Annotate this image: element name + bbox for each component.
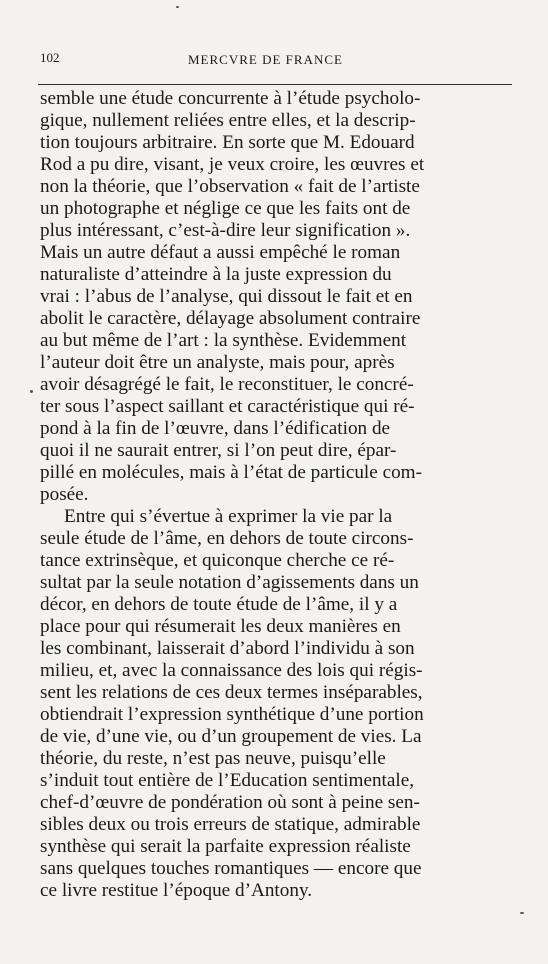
text-line: ter sous l’aspect saillant et caractéristique qui ré- [40, 396, 415, 417]
text-line: sultat par la seule notation d’agissements dans un [40, 572, 419, 593]
text-line: tion toujours arbitraire. En sorte que M. Edouard [40, 132, 415, 153]
text-line: théorie, du reste, n’est pas neuve, puisqu’elle [40, 748, 386, 769]
text-line: s’induit tout entière de l’Education sentimentale, [40, 770, 415, 791]
text-line: obtiendrait l’expression synthétique d’une portion [40, 704, 424, 725]
text-line: pillé en molécules, mais à l’état de particule com- [40, 462, 422, 483]
text-line: l’auteur doit être un analyste, mais pour, après [40, 352, 395, 373]
text-line: non la théorie, que l’observation « fait de l’artiste [40, 176, 420, 197]
page-number: 102 [40, 50, 60, 65]
header-rule [38, 84, 512, 85]
text-line: semble une étude concurrente à l’étude psycholo- [40, 88, 421, 109]
text-line: seule étude de l’âme, en dehors de toute circons- [40, 528, 414, 549]
text-line: de vie, d’une vie, ou d’un groupement de vies. La [40, 726, 422, 747]
text-line: abolit le caractère, délayage absolument contraire [40, 308, 421, 329]
text-line: Mais un autre défaut a aussi empêché le roman [40, 242, 401, 263]
ink-speck [520, 912, 524, 914]
text-line: synthèse qui serait la parfaite expression réaliste [40, 836, 411, 857]
text-line: au but même de l’art : la synthèse. Evidemment [40, 330, 407, 351]
text-line: tance extrinsèque, et quiconque cherche ce ré- [40, 550, 395, 571]
text-line: pond à la fin de l’œuvre, dans l’édification de [40, 418, 391, 439]
text-line: chef-d’œuvre de pondération où sont à peine sen- [40, 792, 420, 813]
text-line: gique, nullement reliées entre elles, et la descrip- [40, 110, 416, 131]
text-line: sans quelques touches romantiques — encore que [40, 858, 422, 879]
text-line: sibles deux ou trois erreurs de statique, admirable [40, 814, 421, 835]
paragraph-2 [40, 506, 500, 902]
ink-speck [176, 6, 179, 8]
text-line: un photographe et néglige ce que les faits ont de [40, 198, 411, 219]
text-line: sent les relations de ces deux termes inséparables, [40, 682, 423, 703]
text-line: posée. [40, 484, 89, 505]
text-line: quoi il ne saurait entrer, si l’on peut dire, épar- [40, 440, 397, 461]
text-line: Entre qui s’évertue à exprimer la vie par la [64, 506, 393, 527]
body-text [40, 88, 500, 902]
text-line: décor, en dehors de toute étude de l’âme, il y a [40, 594, 398, 615]
text-line: vrai : l’abus de l’analyse, qui dissout le fait et en [40, 286, 413, 307]
text-line: les combinant, laisserait d’abord l’individu à son [40, 638, 415, 659]
ink-speck [30, 390, 33, 393]
text-line: Rod a pu dire, visant, je veux croire, les œuvres et [40, 154, 425, 175]
text-line: place pour qui résumerait les deux manières en [40, 616, 401, 637]
text-line: ce livre restitue l’époque d’Antony. [40, 880, 313, 901]
text-line: avoir désagrégé le fait, le reconstituer, le concré- [40, 374, 414, 395]
page-header [40, 48, 510, 76]
text-line: naturaliste d’atteindre à la juste expression du [40, 264, 392, 285]
running-title: MERCVRE DE FRANCE [188, 52, 343, 67]
paragraph-1 [40, 88, 500, 506]
text-line: milieu, et, avec la connaissance des lois qui régis- [40, 660, 423, 681]
text-line: plus intéressant, c’est-à-dire leur signification ». [40, 220, 411, 241]
